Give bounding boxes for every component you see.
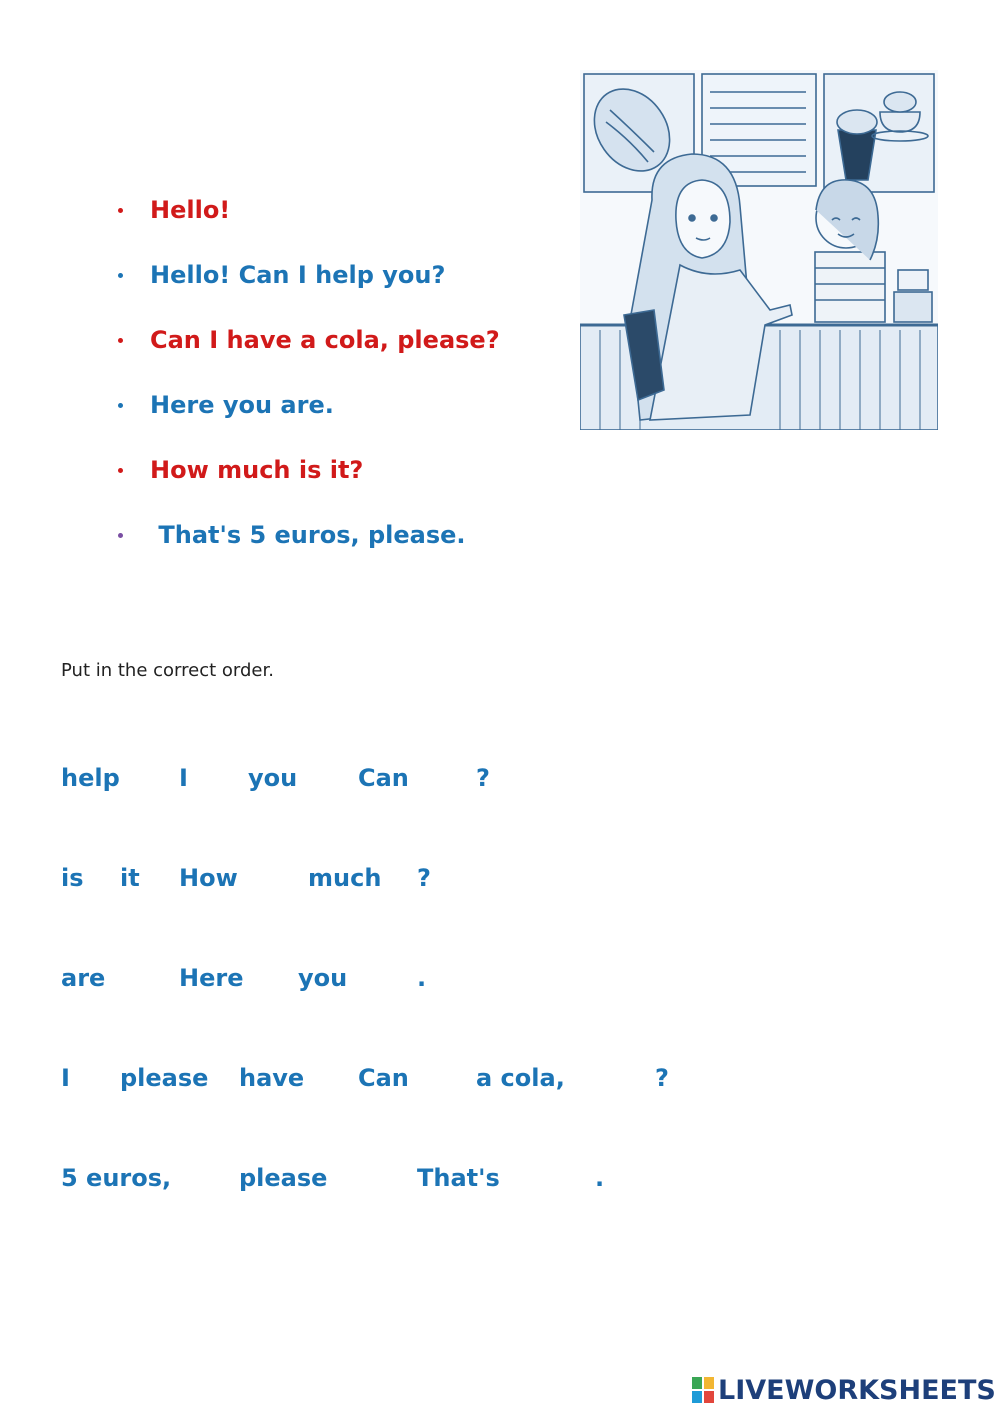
scrambled-word[interactable]: I xyxy=(179,764,188,792)
cafe-counter-illustration xyxy=(580,70,938,430)
dialogue-text: That's 5 euros, please. xyxy=(150,521,466,549)
scrambled-word[interactable]: much xyxy=(308,864,382,892)
dialogue-text: Hello! Can I help you? xyxy=(150,261,446,289)
scrambled-word[interactable]: have xyxy=(239,1064,305,1092)
scrambled-word[interactable]: Can xyxy=(358,764,409,792)
scrambled-word[interactable]: . xyxy=(417,964,427,992)
scrambled-word[interactable]: Can xyxy=(358,1064,409,1092)
dialogue-text: How much is it? xyxy=(150,456,364,484)
dialogue-text: Hello! xyxy=(150,196,231,224)
dialogue-line-1 xyxy=(118,190,500,255)
bullet-icon xyxy=(118,208,123,213)
scrambled-word[interactable]: That's xyxy=(417,1164,500,1192)
scrambled-word[interactable]: are xyxy=(61,964,106,992)
scrambled-word[interactable]: I xyxy=(61,1064,70,1092)
scrambled-word[interactable]: ? xyxy=(655,1064,669,1092)
scrambled-word[interactable]: How xyxy=(179,864,238,892)
logo-text: LIVEWORKSHEETS xyxy=(718,1374,996,1406)
bullet-icon xyxy=(118,338,123,343)
dialogue-line-5 xyxy=(118,450,500,515)
scrambled-word[interactable]: please xyxy=(239,1164,328,1192)
bullet-icon xyxy=(118,468,123,473)
scrambled-word[interactable]: . xyxy=(595,1164,605,1192)
scrambled-word[interactable]: ? xyxy=(417,864,431,892)
bullet-icon xyxy=(118,533,123,538)
dialogue-text: Can I have a cola, please? xyxy=(150,326,500,354)
scrambled-word[interactable]: it xyxy=(120,864,140,892)
bullet-icon xyxy=(118,403,123,408)
scrambled-word[interactable]: ? xyxy=(476,764,490,792)
scrambled-word[interactable]: Here xyxy=(179,964,244,992)
dialogue-line-2 xyxy=(118,255,500,320)
dialogue-list xyxy=(118,190,500,580)
dialogue-line-3 xyxy=(118,320,500,385)
dialogue-line-6 xyxy=(118,515,500,580)
scrambled-word[interactable]: help xyxy=(61,764,120,792)
dialogue-line-4 xyxy=(118,385,500,450)
bullet-icon xyxy=(118,273,123,278)
scrambled-word[interactable]: a cola, xyxy=(476,1064,565,1092)
scrambled-word[interactable]: you xyxy=(248,764,298,792)
dialogue-text: Here you are. xyxy=(150,391,334,419)
liveworksheets-logo-icon xyxy=(692,1377,714,1403)
liveworksheets-logo xyxy=(692,1374,996,1406)
scrambled-word[interactable]: is xyxy=(61,864,84,892)
scrambled-word[interactable]: 5 euros, xyxy=(61,1164,172,1192)
scrambled-word[interactable]: please xyxy=(120,1064,209,1092)
instruction-text: Put in the correct order. xyxy=(61,660,274,681)
scrambled-word[interactable]: you xyxy=(298,964,348,992)
